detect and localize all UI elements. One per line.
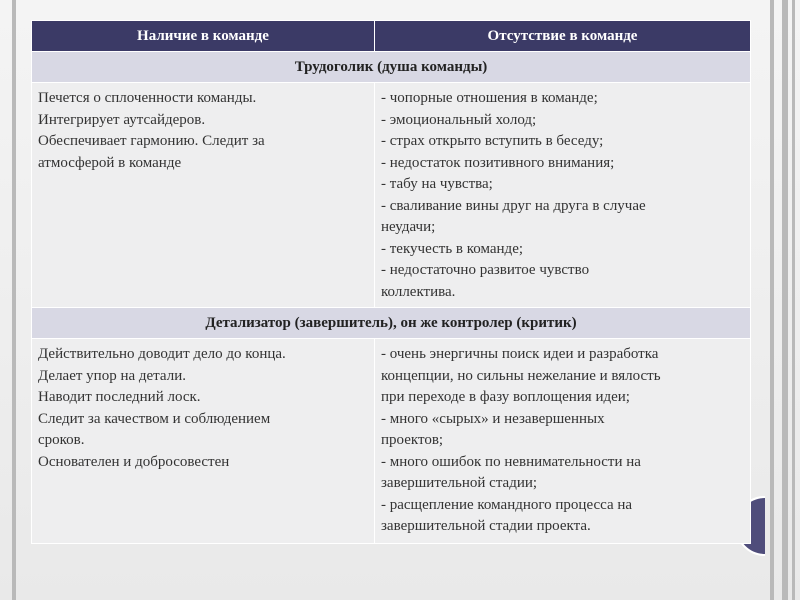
table-header-row [32,21,751,52]
cell-line: сроков. [38,432,85,448]
cell-line: Обеспечивает гармонию. Следит за [38,133,265,149]
cell-line: - много «сырых» и незавершенных [381,410,605,427]
cell-line: - чопорные отношения в команде; [381,90,598,106]
cell-line: Печется о сплоченности команды. [38,90,257,106]
cell-line: - сваливание вины друг на друга в случае [381,197,646,214]
absence-cell [375,83,751,308]
presence-cell [32,339,375,544]
cell-line: Действительно доводит дело до конца. [38,346,286,362]
section-row-workaholic [32,52,751,83]
cell-line: завершительной стадии проекта. [381,518,591,534]
cell-line: Наводит последний лоск. [38,389,201,405]
cell-line: - страх открыто вступить в беседу; [381,133,604,149]
header-presence: Наличие в команде [32,21,375,52]
absence-cell [375,339,751,544]
cell-line: Следит за качеством и соблюдением [38,410,271,427]
cell-line: Интегрирует аутсайдеров. [38,111,206,128]
section-row-finisher [32,308,751,339]
cell-line: завершительной стадии; [381,475,538,491]
cell-line: - текучесть в команде; [381,240,524,257]
cell-line: - расщепление командного процесса на [381,496,633,513]
cell-line: Основателен и добросовестен [38,453,230,470]
header-absence: Отсутствие в команде [375,21,751,52]
cell-line: - очень энергичны поиск идеи и разработка [381,346,659,362]
cell-line: - недостаточно развитое чувство [381,262,590,278]
cell-line: - эмоциональный холод; [381,111,537,128]
presence-cell [32,83,375,308]
cell-line: атмосферой в команде [38,154,182,171]
team-roles-table [31,20,751,544]
cell-line: неудачи; [381,219,436,235]
right-decorative-rail-3 [792,0,795,600]
cell-line: проектов; [381,432,444,448]
cell-line: при переходе в фазу воплощения идеи; [381,389,630,405]
section-title: Трудоголик (душа команды) [32,52,751,83]
cell-line: концепции, но сильны нежелание и вялость [381,367,661,384]
cell-line: коллектива. [381,283,456,300]
right-decorative-rail [770,0,774,600]
cell-line: - недостаток позитивного внимания; [381,154,615,171]
left-decorative-rail [12,0,16,600]
right-decorative-rail-2 [782,0,788,600]
cell-line: - табу на чувства; [381,176,493,192]
cell-line: - много ошибок по невнимательности на [381,453,641,470]
table-row [32,339,751,544]
table-row [32,83,751,308]
section-title: Детализатор (завершитель), он же контролер (критик) [32,308,751,339]
cell-line: Делает упор на детали. [38,367,186,384]
